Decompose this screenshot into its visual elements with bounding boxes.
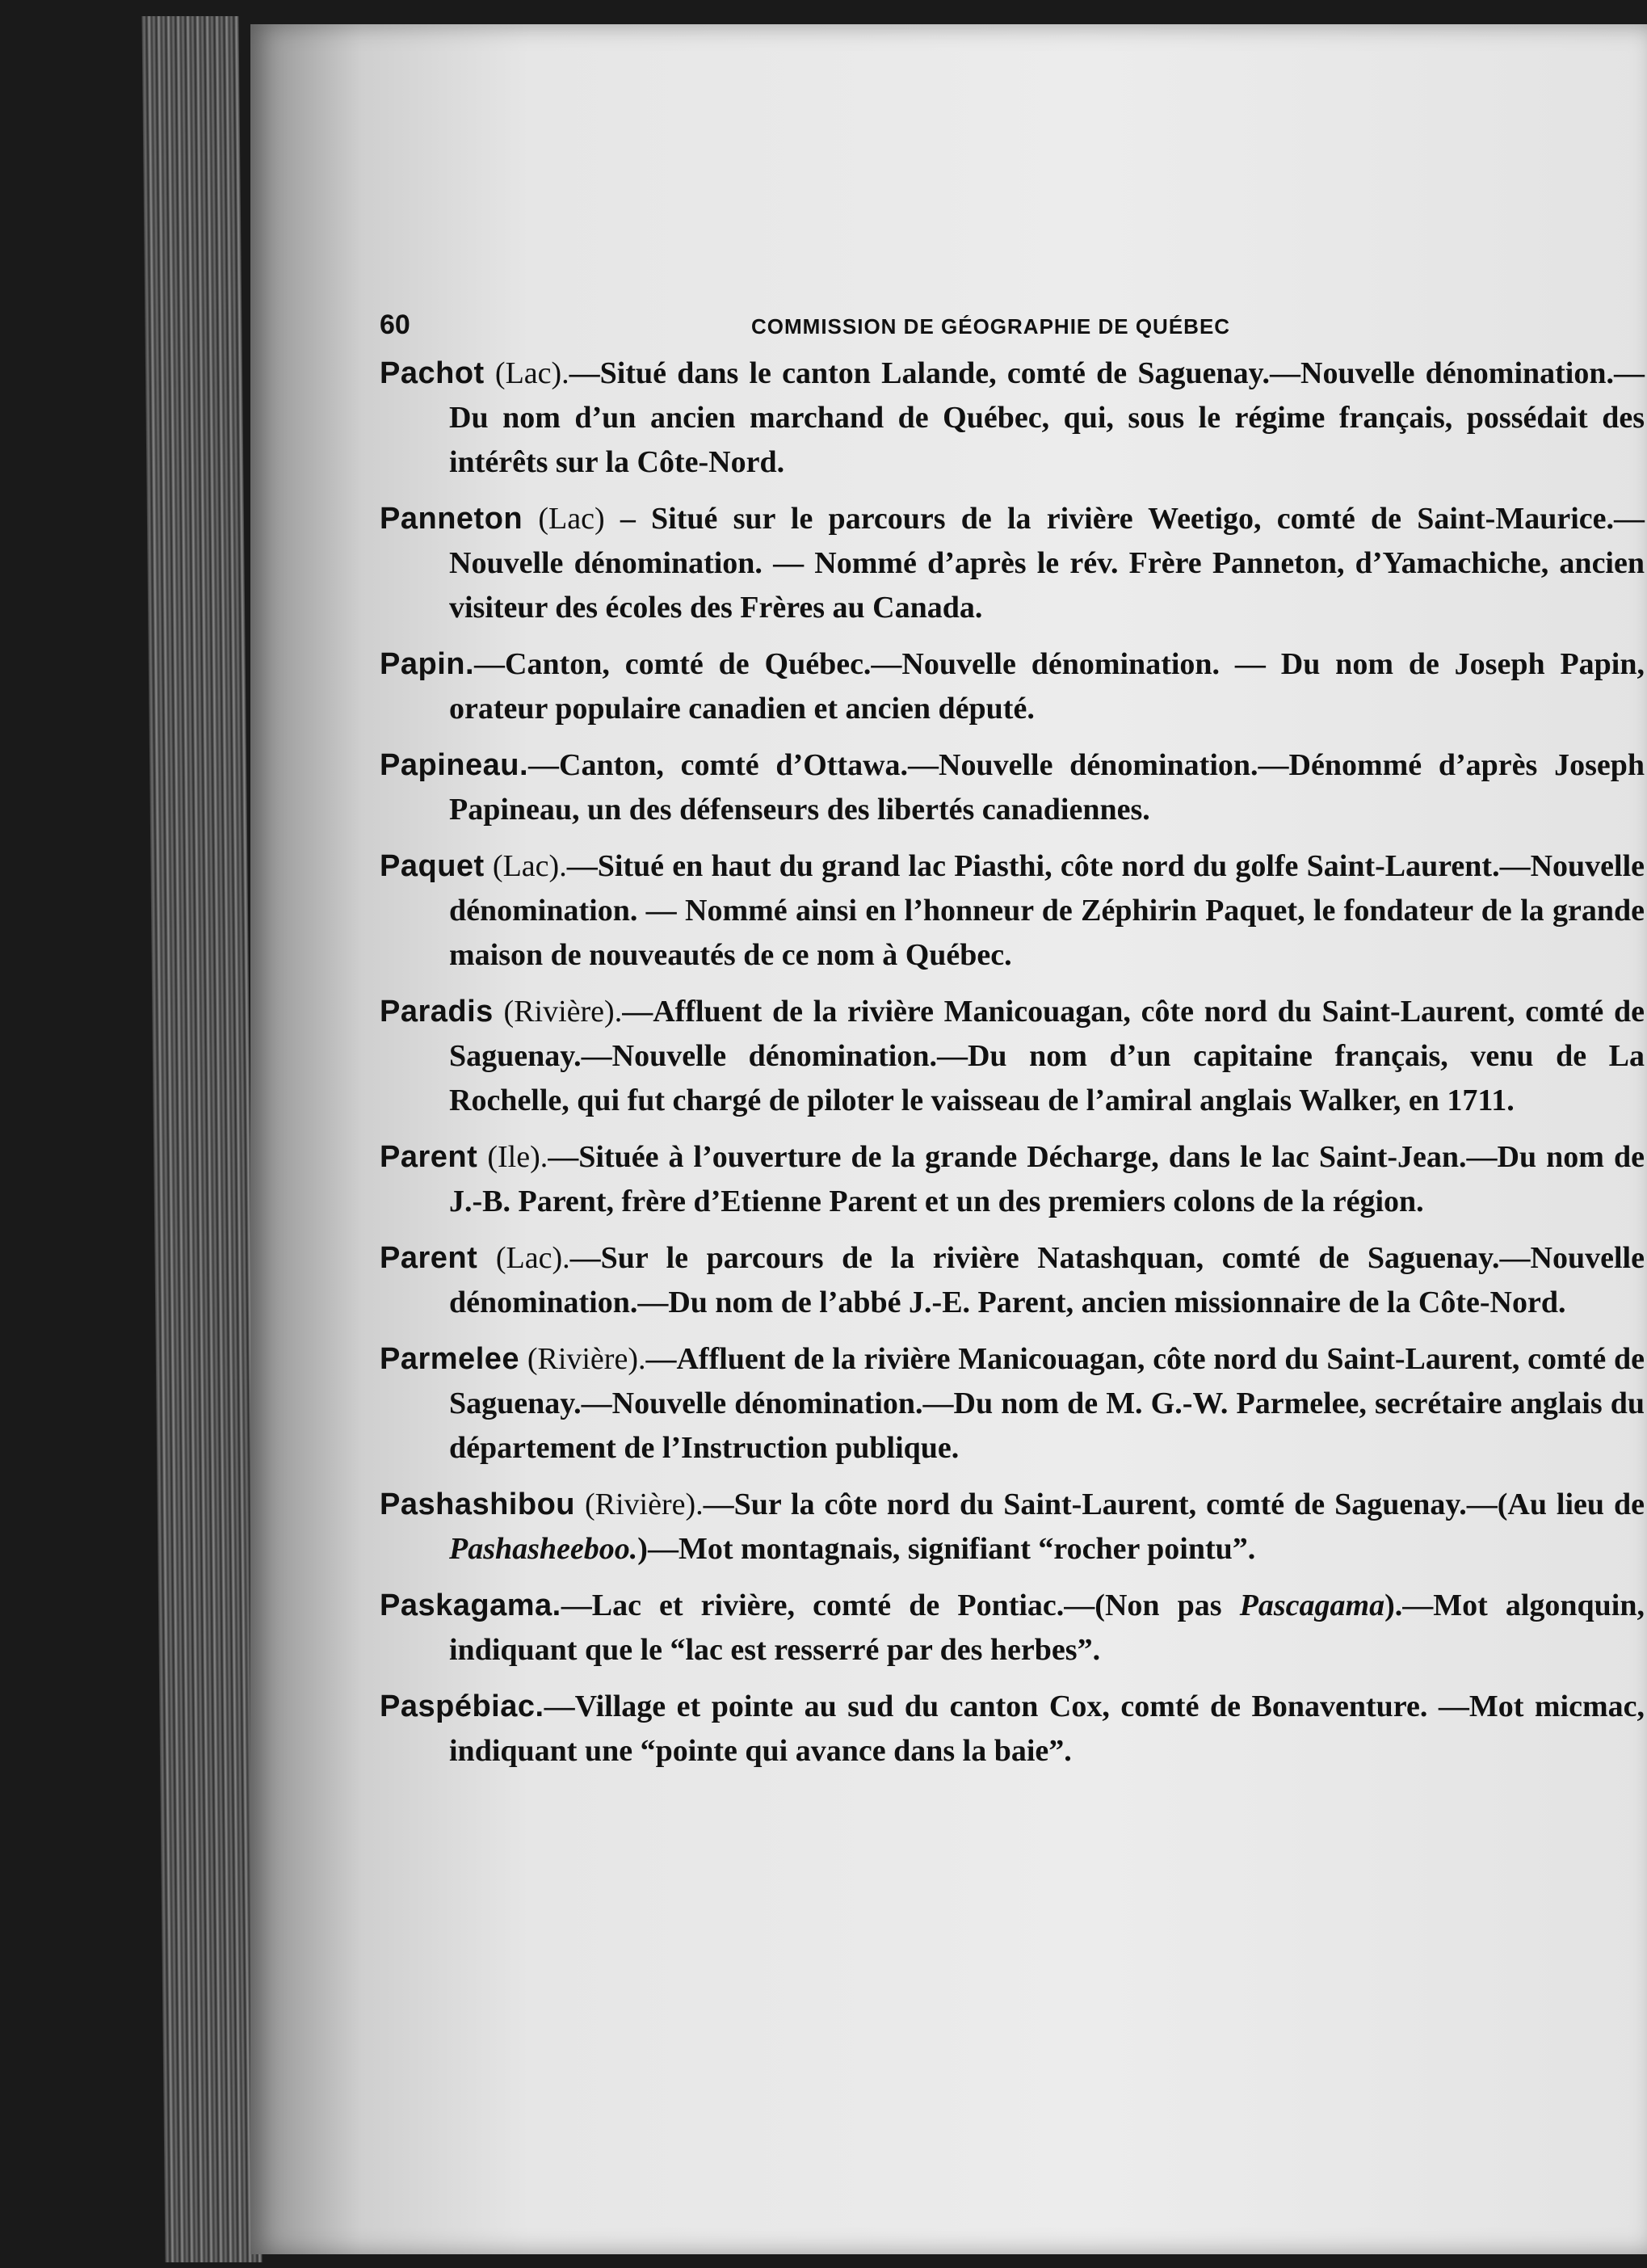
entry-italic-name: Pashasheeboo. [449, 1532, 638, 1566]
entry-term: Paquet [380, 849, 485, 883]
entry-pashashibou [380, 1483, 1645, 1572]
page-number: 60 [380, 309, 410, 340]
entry-term: Pashashibou [380, 1487, 575, 1521]
entry-qualifier: (Rivière). [575, 1487, 704, 1521]
running-head [380, 303, 1640, 351]
entry-text-after: ).—Mot algonquin, indiquant que le “lac est resserré par des herbes”. [449, 1588, 1645, 1667]
entry-text: —Lac et rivière, comté de Pontiac.—(Non pas [561, 1588, 1240, 1622]
book-page [250, 24, 1647, 2254]
entry-paspebiac [380, 1685, 1645, 1774]
entry-qualifier: (Rivière). [493, 995, 623, 1029]
entry-parmelee [380, 1337, 1645, 1471]
entry-papin [380, 642, 1645, 731]
entry-text: —Situé en haut du grand lac Piasthi, côte nord du golfe Saint-Laurent.—Nouvelle dénomination. — Nommé ainsi en l’honneur de Zéphirin Paquet, le fondateur de la grande maison de nouveautés de ce nom à Québec. [449, 849, 1645, 972]
entry-qualifier: (Lac). [477, 1241, 570, 1275]
entry-text: —Située à l’ouverture de la grande Décharge, dans le lac Saint-Jean.—Du nom de J.-B. Parent, frère d’Etienne Parent et un des premiers colons de la région. [449, 1140, 1645, 1218]
entry-text: —Affluent de la rivière Manicouagan, côte nord du Saint-Laurent, comté de Saguenay.—Nouvelle dénomination.—Du nom d’un capitaine français, venu de La Rochelle, qui fut chargé de piloter le vaisseau de l’amiral anglais Walker, en 1711. [449, 995, 1645, 1117]
entry-text-after: )—Mot montagnais, signifiant “rocher pointu”. [637, 1532, 1256, 1566]
entry-term: Papineau. [380, 748, 528, 782]
entry-text: —Canton, comté de Québec.—Nouvelle dénomination. — Du nom de Joseph Papin, orateur populaire canadien et ancien député. [449, 647, 1645, 726]
running-head-title: COMMISSION DE GÉOGRAPHIE DE QUÉBEC [751, 314, 1231, 339]
entry-term: Parent [380, 1140, 478, 1174]
entry-panneton [380, 497, 1645, 630]
entry-term: Paskagama. [380, 1588, 561, 1622]
entry-paquet [380, 844, 1645, 978]
entry-parent-lac [380, 1236, 1645, 1325]
entry-term: Paspébiac. [380, 1689, 544, 1723]
entry-qualifier: (Lac). [484, 356, 569, 390]
entry-qualifier: (Ile). [477, 1140, 548, 1174]
entry-parent-ile [380, 1135, 1645, 1224]
entry-paradis [380, 990, 1645, 1123]
entry-term: Papin. [380, 647, 475, 681]
entry-pachot [380, 351, 1645, 485]
entry-paskagama [380, 1584, 1645, 1673]
entry-qualifier: (Lac) [523, 502, 605, 536]
entry-italic-name: Pascagama [1239, 1588, 1385, 1622]
entry-text: —Sur la côte nord du Saint-Laurent, comté de Saguenay.—(Au lieu de [703, 1487, 1645, 1521]
entry-papineau [380, 743, 1645, 832]
entry-text: —Canton, comté d’Ottawa.—Nouvelle dénomination.—Dénommé d’après Joseph Papineau, un des défenseurs des libertés canadiennes. [449, 748, 1645, 827]
entry-term: Pachot [380, 356, 485, 390]
entry-text: – Situé sur le parcours de la rivière Weetigo, comté de Saint-Maurice.—Nouvelle dénomination. — Nommé d’après le rév. Frère Panneton, d’Yamachiche, ancien visiteur des écoles des Frères au Canada. [449, 502, 1645, 625]
entry-term: Parmelee [380, 1342, 520, 1376]
page-content [380, 303, 1645, 1786]
entry-term: Panneton [380, 502, 523, 536]
entry-text: —Sur le parcours de la rivière Natashquan, comté de Saguenay.—Nouvelle dénomination.—Du nom de l’abbé J.-E. Parent, ancien missionnaire de la Côte-Nord. [449, 1241, 1645, 1319]
entry-qualifier: (Lac). [484, 849, 567, 883]
entry-text: —Situé dans le canton Lalande, comté de Saguenay.—Nouvelle dénomination.—Du nom d’un ancien marchand de Québec, qui, sous le régime français, possédait des intérêts sur la Côte-Nord. [449, 356, 1645, 479]
entry-text: —Affluent de la rivière Manicouagan, côte nord du Saint-Laurent, comté de Saguenay.—Nouvelle dénomination.—Du nom de M. G.-W. Parmelee, secrétaire anglais du département de l’Instruction publique. [449, 1342, 1645, 1465]
entry-term: Parent [380, 1241, 478, 1275]
entry-term: Paradis [380, 995, 494, 1029]
entry-qualifier: (Rivière). [519, 1342, 646, 1376]
entry-text: —Village et pointe au sud du canton Cox, comté de Bonaventure. —Mot micmac, indiquant une “pointe qui avance dans la baie”. [449, 1689, 1645, 1768]
